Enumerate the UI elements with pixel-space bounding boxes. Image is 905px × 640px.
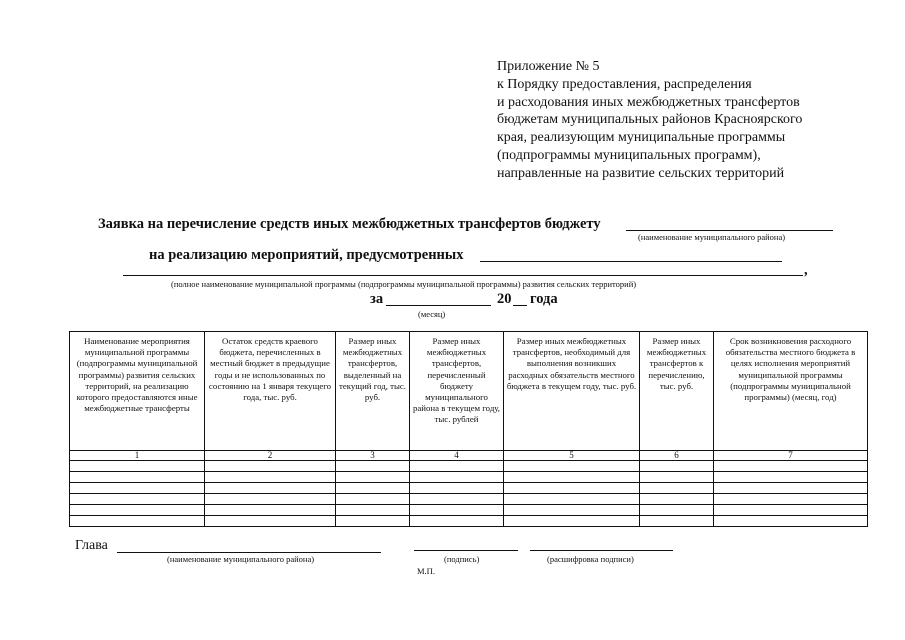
- table-cell: [70, 461, 205, 472]
- signature-decoding-hint: (расшифровка подписи): [547, 554, 634, 564]
- district-blank-line: [626, 230, 833, 231]
- appendix-line: и расходования иных межбюджетных трансфертов: [497, 94, 800, 110]
- stamp-place-label: М.П.: [417, 566, 435, 576]
- column-header-2: Остаток средств краевого бюджета, перечисленных в местный бюджет в предыдущие годы и не использованных по состоянию на 1 января текущего года, тыс. руб.: [205, 332, 336, 451]
- table-cell: [714, 494, 868, 505]
- column-header-6: Размер иных межбюджетных трансфертов к перечислению, тыс. руб.: [640, 332, 714, 451]
- head-label: Глава: [75, 538, 108, 553]
- program-blank-line-1: [480, 261, 782, 262]
- table-row: [70, 505, 868, 516]
- column-number-row: [70, 451, 868, 461]
- month-hint: (месяц): [418, 309, 446, 319]
- table-cell: [640, 505, 714, 516]
- table-cell: [205, 472, 336, 483]
- column-number: 2: [205, 451, 336, 461]
- request-table: [69, 331, 868, 527]
- appendix-block: [497, 58, 867, 183]
- table-cell: [410, 472, 504, 483]
- table-cell: [410, 516, 504, 527]
- table-cell: [336, 483, 410, 494]
- table-cell: [714, 483, 868, 494]
- head-district-line: [117, 552, 381, 553]
- appendix-line: к Порядку предоставления, распределения: [497, 76, 752, 92]
- program-comma: ,: [804, 262, 808, 278]
- column-number: 1: [70, 451, 205, 461]
- table-cell: [504, 472, 640, 483]
- table-cell: [70, 472, 205, 483]
- table-cell: [205, 494, 336, 505]
- column-header-7: Срок возникновения расходного обязательства местного бюджета в целях исполнения мероприятий муниципальной программы (подпрограммы муниципальной программы) (месяц, год): [714, 332, 868, 451]
- program-blank-line-2: [123, 275, 803, 276]
- column-number: 6: [640, 451, 714, 461]
- table-cell: [640, 516, 714, 527]
- table-row: [70, 472, 868, 483]
- table-cell: [336, 505, 410, 516]
- period-year-prefix: 20: [497, 291, 512, 307]
- table-cell: [70, 505, 205, 516]
- appendix-line: направленные на развитие сельских территорий: [497, 165, 785, 181]
- column-header-5: Размер иных межбюджетных трансфертов, необходимый для выполнения возникших расходных обязательств местного бюджета в текущем году, тыс. руб.: [504, 332, 640, 451]
- period-year-suffix: года: [530, 291, 558, 307]
- signature-line: [414, 550, 518, 551]
- table-cell: [714, 461, 868, 472]
- table-cell: [504, 461, 640, 472]
- month-blank-line: [386, 305, 491, 306]
- table-row: [70, 461, 868, 472]
- column-header-3: Размер иных межбюджетных трансфертов, выделенный на текущий год, тыс. руб.: [336, 332, 410, 451]
- table-cell: [70, 483, 205, 494]
- table-cell: [336, 516, 410, 527]
- table-cell: [205, 461, 336, 472]
- appendix-line: Приложение № 5: [497, 59, 600, 74]
- table-row: [70, 483, 868, 494]
- appendix-line: края, реализующим муниципальные программы: [497, 130, 786, 146]
- table-cell: [336, 472, 410, 483]
- table-cell: [410, 505, 504, 516]
- signature-decoding-line: [530, 550, 673, 551]
- table-header-row: [70, 332, 868, 451]
- table-cell: [410, 494, 504, 505]
- request-title-line2: на реализацию мероприятий, предусмотренных: [149, 247, 464, 263]
- table-cell: [640, 494, 714, 505]
- table-cell: [714, 516, 868, 527]
- table-cell: [714, 472, 868, 483]
- column-number: 5: [504, 451, 640, 461]
- table-cell: [205, 516, 336, 527]
- table-cell: [640, 483, 714, 494]
- table-cell: [504, 505, 640, 516]
- column-header-1: Наименование мероприятия муниципальной программы (подпрограммы муниципальной программы) развития сельских территорий, на реализацию которого предоставляются иные межбюджетные трансферты: [70, 332, 205, 451]
- column-number: 7: [714, 451, 868, 461]
- head-district-hint: (наименование муниципального района): [167, 554, 315, 564]
- table-row: [70, 516, 868, 527]
- year-blank-line: [513, 305, 527, 306]
- table-cell: [640, 472, 714, 483]
- table-cell: [504, 483, 640, 494]
- table-cell: [70, 516, 205, 527]
- table-cell: [205, 483, 336, 494]
- column-header-4: Размер иных межбюджетных трансфертов, перечисленный бюджету муниципального района в текущем году, тыс. рублей: [410, 332, 504, 451]
- appendix-line: (подпрограммы муниципальных программ),: [497, 147, 761, 163]
- table-cell: [640, 461, 714, 472]
- column-number: 3: [336, 451, 410, 461]
- table-cell: [410, 461, 504, 472]
- table-cell: [714, 505, 868, 516]
- program-hint: (полное наименование муниципальной программы (подпрограммы муниципальной программы) развития сельских территорий): [171, 279, 637, 289]
- table-cell: [336, 494, 410, 505]
- column-number: 4: [410, 451, 504, 461]
- table-cell: [205, 505, 336, 516]
- table-cell: [504, 494, 640, 505]
- appendix-line: бюджетам муниципальных районов Красноярского: [497, 112, 803, 128]
- signature-hint: (подпись): [444, 554, 480, 564]
- table-cell: [336, 461, 410, 472]
- district-hint: (наименование муниципального района): [638, 232, 786, 242]
- table-cell: [410, 483, 504, 494]
- table-cell: [70, 494, 205, 505]
- period-for-label: за: [370, 291, 384, 307]
- table-row: [70, 494, 868, 505]
- table-cell: [504, 516, 640, 527]
- request-title-line1: Заявка на перечисление средств иных межбюджетных трансфертов бюджету: [98, 216, 601, 232]
